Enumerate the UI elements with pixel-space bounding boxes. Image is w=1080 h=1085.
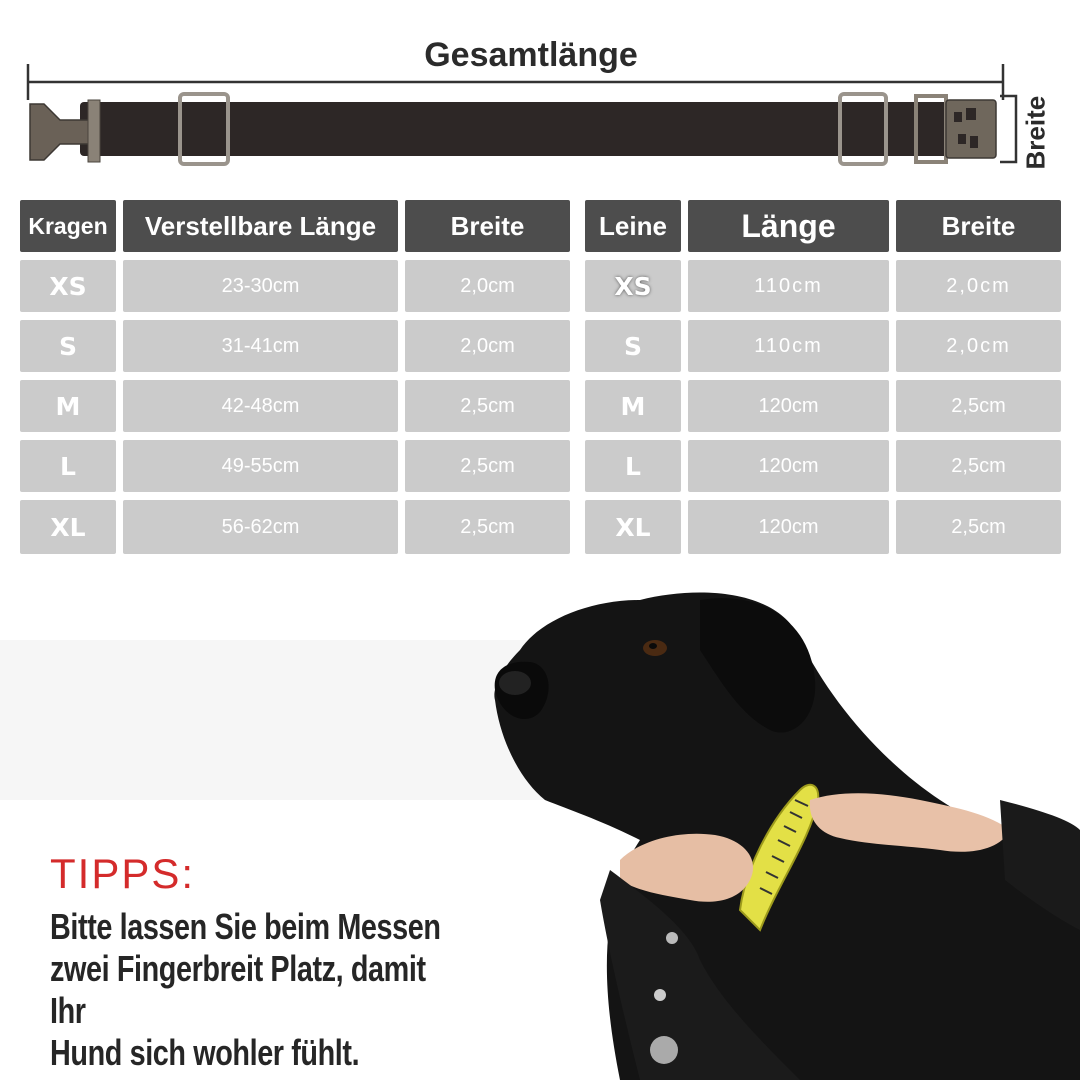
- leash-length-cell: 120cm: [688, 440, 889, 492]
- collar-length-cell: 56-62cm: [123, 500, 398, 554]
- tips-line: Hund sich wohler fühlt.: [50, 1032, 360, 1073]
- leash-width-cell: 2,0cm: [896, 260, 1061, 312]
- total-length-label: Gesamtlänge: [424, 36, 638, 74]
- collar-width-cell: 2,5cm: [405, 500, 570, 554]
- collar-size-cell: S: [20, 320, 116, 372]
- leash-size-cell: XL: [585, 500, 681, 554]
- leash-width-cell: 2,5cm: [896, 380, 1061, 432]
- leash-header-size: Leine: [585, 200, 681, 252]
- leash-size-cell: M: [585, 380, 681, 432]
- leash-header-length: Länge: [688, 200, 889, 252]
- collar-header-size: Kragen: [20, 200, 116, 252]
- collar-size-cell: L: [20, 440, 116, 492]
- leash-width-cell: 2,5cm: [896, 440, 1061, 492]
- collar-width-cell: 2,5cm: [405, 380, 570, 432]
- leash-size-cell: XS: [585, 260, 681, 312]
- collar-illustration: [0, 0, 1080, 180]
- leash-length-cell: 110cm: [688, 260, 889, 312]
- width-label: Breite: [1020, 95, 1051, 170]
- collar-size-cell: XS: [20, 260, 116, 312]
- collar-length-cell: 23-30cm: [123, 260, 398, 312]
- tips-line: Bitte lassen Sie beim Messen: [50, 906, 441, 947]
- collar-header-width: Breite: [405, 200, 570, 252]
- leash-length-cell: 120cm: [688, 380, 889, 432]
- collar-size-cell: M: [20, 380, 116, 432]
- collar-length-cell: 42-48cm: [123, 380, 398, 432]
- leash-size-cell: L: [585, 440, 681, 492]
- leash-length-cell: 120cm: [688, 500, 889, 554]
- collar-diagram: [0, 0, 1080, 180]
- collar-length-cell: 49-55cm: [123, 440, 398, 492]
- tips-line: zwei Fingerbreit Platz, damit Ihr: [50, 948, 426, 1031]
- tips-text: [50, 906, 466, 1074]
- collar-length-cell: 31-41cm: [123, 320, 398, 372]
- collar-header-length: Verstellbare Länge: [123, 200, 398, 252]
- leash-length-cell: 110cm: [688, 320, 889, 372]
- leash-header-width: Breite: [896, 200, 1061, 252]
- collar-width-cell: 2,0cm: [405, 260, 570, 312]
- collar-width-cell: 2,0cm: [405, 320, 570, 372]
- collar-size-cell: XL: [20, 500, 116, 554]
- leash-width-cell: 2,0cm: [896, 320, 1061, 372]
- leash-size-cell: S: [585, 320, 681, 372]
- leash-width-cell: 2,5cm: [896, 500, 1061, 554]
- tips-title: TIPPS:: [50, 850, 196, 897]
- collar-width-cell: 2,5cm: [405, 440, 570, 492]
